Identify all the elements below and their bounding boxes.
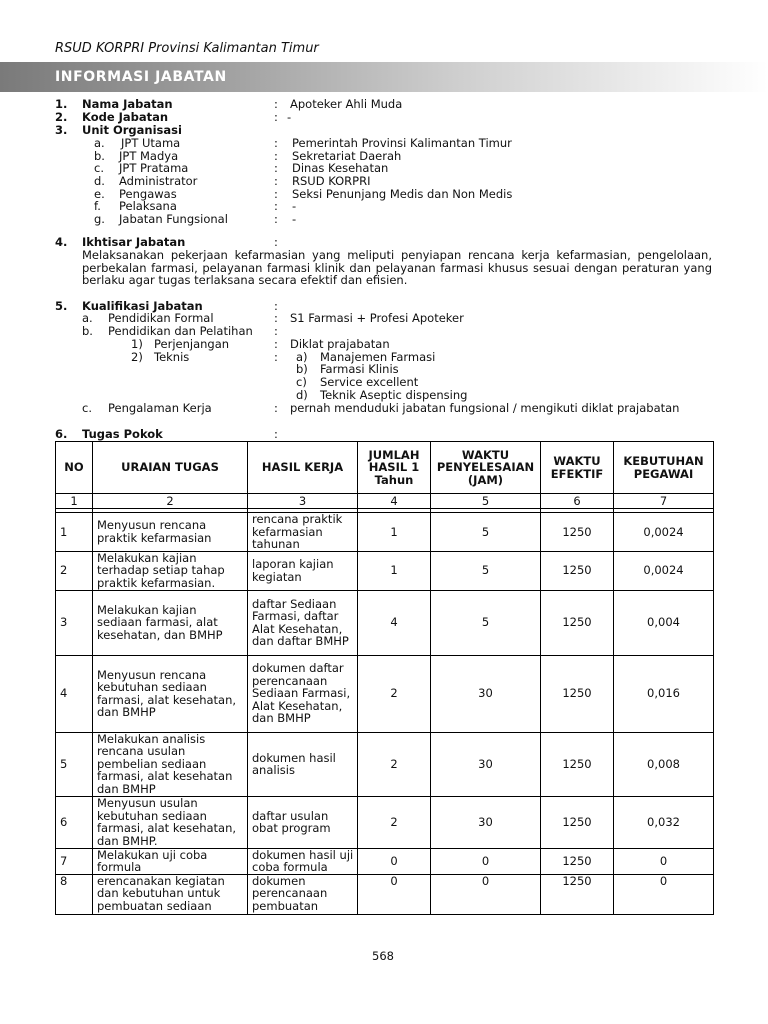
banner-title: INFORMASI JABATAN (55, 69, 227, 85)
cell-hasil: dokumen hasil analisis (248, 732, 358, 796)
cell-kebutuhan: 0,0024 (614, 551, 714, 590)
colon: : (274, 161, 278, 175)
cell-uraian: Melakukan uji coba formula (93, 848, 248, 874)
cell-jumlah: 2 (358, 655, 431, 732)
cell-kebutuhan: 0,016 (614, 655, 714, 732)
item-number: 2. (55, 110, 68, 124)
unit-label: Jabatan Fungsional (119, 212, 228, 226)
table-row (56, 655, 714, 732)
column-header: KEBUTUHAN PEGAWAI (614, 442, 714, 494)
column-header: HASIL KERJA (248, 442, 358, 494)
cell-hasil: dokumen daftar perencanaan Sediaan Farmasi, Alat Kesehatan, dan BMHP (248, 655, 358, 732)
item-number: 6. (55, 427, 68, 441)
cell-no: 8 (56, 874, 93, 914)
cell-efektif: 1250 (541, 874, 614, 914)
cell-kebutuhan: 0,0024 (614, 513, 714, 552)
cell-waktu: 5 (431, 513, 541, 552)
cell-hasil: dokumen perencanaan pembuatan (248, 874, 358, 914)
cell-waktu: 5 (431, 551, 541, 590)
ikhtisar-text: Melaksanakan pekerjaan kefarmasian yang meliputi penyiapan rencana kerja kefarmasian, pengelolaan, perbekalan farmasi, pelayanan farmasi klinik dan pelayanan farmasi khusus sesuai dengan peraturan yang berlaku agar tugas terlaksana secara efektif dan efisien. (82, 248, 712, 287)
cell-efektif: 1250 (541, 551, 614, 590)
cell-jumlah: 4 (358, 590, 431, 655)
unit-value: Sekretariat Daerah (292, 149, 402, 163)
colon: : (274, 311, 278, 325)
cell-uraian: erencanakan kegiatan dan kebutuhan untuk pembuatan sediaan (93, 874, 248, 914)
sub-letter: c. (82, 401, 92, 415)
table-row (56, 551, 714, 590)
cell-jumlah: 2 (358, 732, 431, 796)
unit-value: - (292, 199, 297, 213)
cell-efektif: 1250 (541, 732, 614, 796)
tugas-pokok-label: Tugas Pokok (82, 427, 163, 441)
cell-kebutuhan: 0,008 (614, 732, 714, 796)
cell-waktu: 30 (431, 655, 541, 732)
cell-no: 3 (56, 590, 93, 655)
teknis-value: Teknik Aseptic dispensing (320, 388, 468, 402)
pendidikan-formal-label: Pendidikan Formal (108, 311, 214, 325)
cell-waktu: 0 (431, 848, 541, 874)
teknis-letter: a) (296, 350, 308, 364)
cell-waktu: 0 (431, 874, 541, 914)
cell-no: 7 (56, 848, 93, 874)
document-header: RSUD KORPRI Provinsi Kalimantan Timur (55, 41, 319, 56)
unit-value: Dinas Kesehatan (292, 161, 389, 175)
cell-hasil: dokumen hasil uji coba formula (248, 848, 358, 874)
kode-jabatan-label: Kode Jabatan (82, 110, 169, 124)
unit-label: Pengawas (119, 187, 177, 201)
table-row (56, 732, 714, 796)
kualifikasi-label: Kualifikasi Jabatan (82, 299, 203, 313)
unit-letter: c. (94, 161, 104, 175)
cell-jumlah: 0 (358, 848, 431, 874)
item-number: 3. (55, 123, 68, 137)
colon: : (274, 337, 278, 351)
cell-jumlah: 0 (358, 874, 431, 914)
colon: : (274, 199, 278, 213)
item-number: 5. (55, 299, 68, 313)
colon: : (274, 187, 278, 201)
cell-waktu: 30 (431, 732, 541, 796)
teknis-letter: b) (296, 362, 308, 376)
colon: : (274, 235, 278, 249)
cell-efektif: 1250 (541, 796, 614, 848)
cell-kebutuhan: 0,032 (614, 796, 714, 848)
cell-no: 5 (56, 732, 93, 796)
table-row (56, 513, 714, 552)
item-number: 1. (55, 97, 68, 111)
section-banner (0, 62, 768, 92)
unit-letter: a. (94, 136, 105, 150)
cell-no: 2 (56, 551, 93, 590)
cell-uraian: Menyusun usulan kebutuhan sediaan farmasi, alat kesehatan, dan BMHP. (93, 796, 248, 848)
cell-kebutuhan: 0 (614, 874, 714, 914)
perjenjangan-label: Perjenjangan (154, 337, 230, 351)
colon: : (274, 324, 278, 338)
sub-number: 1) (131, 337, 143, 351)
pelatihan-label: Pendidikan dan Pelatihan (108, 324, 253, 338)
cell-uraian: Melakukan kajian sediaan farmasi, alat kesehatan, dan BMHP (93, 590, 248, 655)
cell-hasil: daftar Sediaan Farmasi, daftar Alat Kesehatan, dan daftar BMHP (248, 590, 358, 655)
table-row (56, 848, 714, 874)
nama-jabatan-value: Apoteker Ahli Muda (290, 97, 403, 111)
cell-uraian: Menyusun rencana praktik kefarmasian (93, 513, 248, 552)
column-index: 7 (614, 494, 714, 509)
sub-letter: b. (82, 324, 93, 338)
cell-jumlah: 2 (358, 796, 431, 848)
column-header: WAKTU PENYELESAIAN (JAM) (431, 442, 541, 494)
cell-jumlah: 1 (358, 551, 431, 590)
colon: : (274, 136, 278, 150)
column-header: WAKTU EFEKTIF (541, 442, 614, 494)
cell-efektif: 1250 (541, 513, 614, 552)
cell-kebutuhan: 0 (614, 848, 714, 874)
teknis-value: Manajemen Farmasi (320, 350, 436, 364)
cell-uraian: Menyusun rencana kebutuhan sediaan farmasi, alat kesehatan, dan BMHP (93, 655, 248, 732)
teknis-label: Teknis (154, 350, 190, 364)
tugas-pokok-table (55, 441, 714, 915)
colon: : (274, 401, 278, 415)
pengalaman-label: Pengalaman Kerja (108, 401, 212, 415)
colon: : (274, 350, 278, 364)
sub-letter: a. (82, 311, 93, 325)
item-number: 4. (55, 235, 68, 249)
unit-label: JPT Pratama (119, 161, 189, 175)
perjenjangan-value: Diklat prajabatan (290, 337, 390, 351)
table-row (56, 590, 714, 655)
teknis-value: Farmasi Klinis (320, 362, 399, 376)
cell-hasil: rencana praktik kefarmasian tahunan (248, 513, 358, 552)
column-header: URAIAN TUGAS (93, 442, 248, 494)
unit-value: RSUD KORPRI (292, 174, 371, 188)
unit-value: Seksi Penunjang Medis dan Non Medis (292, 187, 513, 201)
column-header: NO (56, 442, 93, 494)
column-index: 6 (541, 494, 614, 509)
cell-efektif: 1250 (541, 590, 614, 655)
cell-waktu: 5 (431, 590, 541, 655)
colon: : (274, 174, 278, 188)
colon: : (274, 149, 278, 163)
teknis-letter: c) (296, 375, 307, 389)
unit-letter: e. (94, 187, 105, 201)
cell-jumlah: 1 (358, 513, 431, 552)
sub-number: 2) (131, 350, 143, 364)
pendidikan-formal-value: S1 Farmasi + Profesi Apoteker (290, 311, 464, 325)
colon: : (274, 299, 278, 313)
cell-waktu: 30 (431, 796, 541, 848)
unit-letter: b. (94, 149, 105, 163)
column-index: 3 (248, 494, 358, 509)
unit-letter: g. (94, 212, 105, 226)
colon: : (274, 97, 278, 111)
cell-kebutuhan: 0,004 (614, 590, 714, 655)
cell-no: 1 (56, 513, 93, 552)
unit-label: JPT Utama (121, 136, 181, 150)
cell-hasil: daftar usulan obat program (248, 796, 358, 848)
cell-efektif: 1250 (541, 848, 614, 874)
teknis-value: Service excellent (320, 375, 419, 389)
nama-jabatan-label: Nama Jabatan (82, 97, 173, 111)
table-row (56, 796, 714, 848)
column-index: 2 (93, 494, 248, 509)
colon: : (274, 212, 278, 226)
cell-uraian: Melakukan analisis rencana usulan pembelian sediaan farmasi, alat kesehatan dan BMHP (93, 732, 248, 796)
column-index: 4 (358, 494, 431, 509)
unit-value: - (292, 212, 297, 226)
table-header-row (56, 442, 714, 494)
unit-label: JPT Madya (119, 149, 179, 163)
unit-organisasi-label: Unit Organisasi (82, 123, 182, 137)
cell-efektif: 1250 (541, 655, 614, 732)
column-index: 1 (56, 494, 93, 509)
cell-no: 6 (56, 796, 93, 848)
cell-uraian: Melakukan kajian terhadap setiap tahap praktik kefarmasian. (93, 551, 248, 590)
kode-jabatan-value: - (287, 110, 292, 124)
pengalaman-value: pernah menduduki jabatan fungsional / mengikuti diklat prajabatan (290, 401, 680, 415)
table-row (56, 874, 714, 914)
column-header: JUMLAH HASIL 1 Tahun (358, 442, 431, 494)
unit-label: Administrator (119, 174, 198, 188)
unit-label: Pelaksana (119, 199, 177, 213)
unit-letter: d. (94, 174, 105, 188)
cell-hasil: laporan kajian kegiatan (248, 551, 358, 590)
page-number: 568 (372, 949, 394, 963)
unit-letter: f. (94, 199, 101, 213)
ikhtisar-label: Ikhtisar Jabatan (82, 235, 186, 249)
colon: : (274, 427, 278, 441)
colon: : (274, 110, 278, 124)
unit-value: Pemerintah Provinsi Kalimantan Timur (292, 136, 512, 150)
teknis-letter: d) (296, 388, 308, 402)
column-index-row (56, 494, 714, 509)
cell-no: 4 (56, 655, 93, 732)
column-index: 5 (431, 494, 541, 509)
